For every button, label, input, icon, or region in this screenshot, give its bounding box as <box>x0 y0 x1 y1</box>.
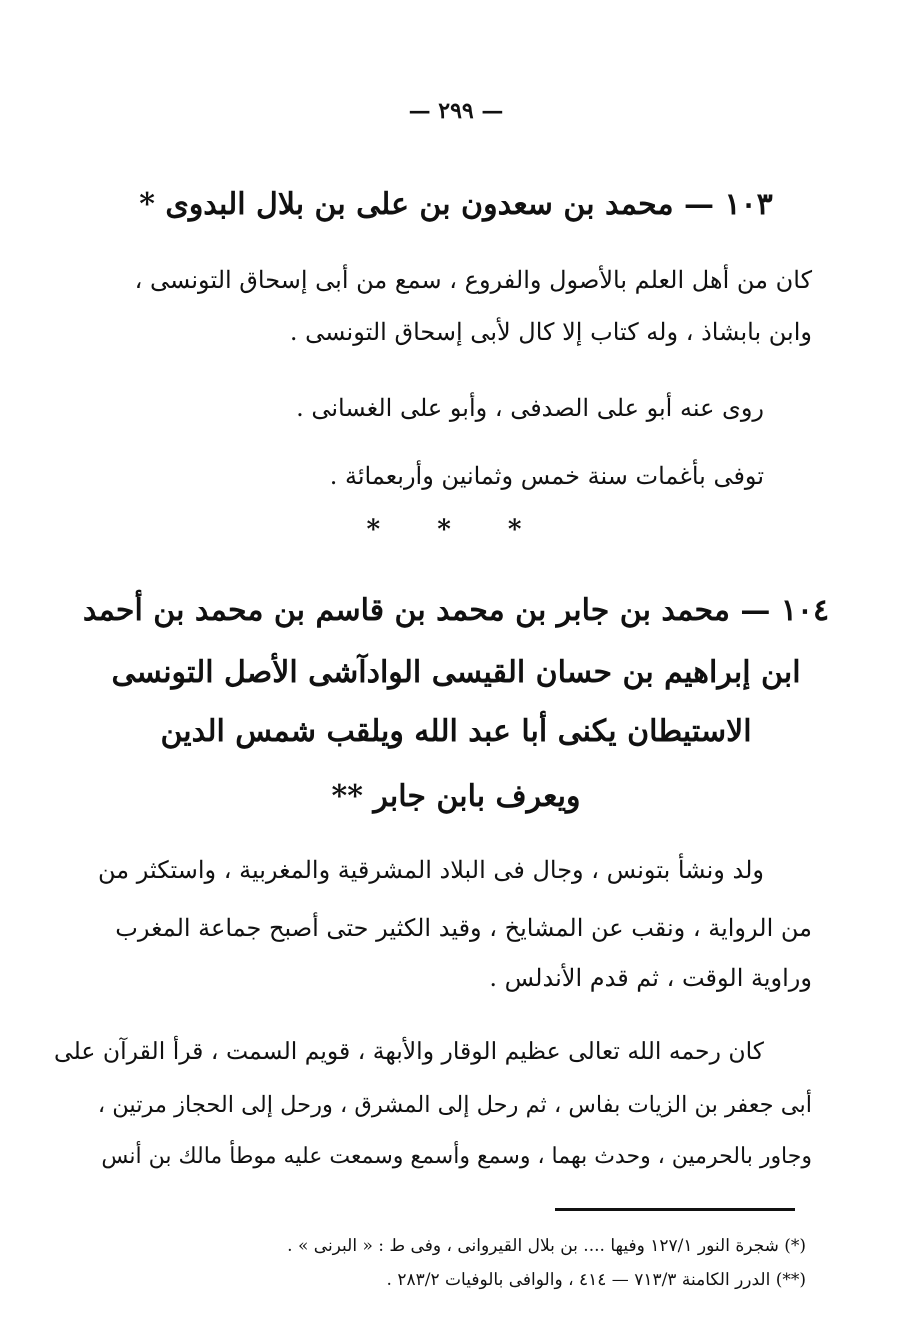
entry-104-heading-line: الاستيطان يكنى أبا عبد الله ويلقب شمس الدين <box>160 714 752 749</box>
entry-104-text-line: وراوية الوقت ، ثم قدم الأندلس . <box>489 964 812 992</box>
entry-104-text-line: كان رحمه الله تعالى عظيم الوقار والأبهة ، قويم السمت ، قرأ القرآن على <box>54 1037 764 1065</box>
entry-103-text-line: وابن بابشاذ ، وله كتاب إلا كال لأبى إسحاق التونسى . <box>289 318 812 346</box>
footnote: (*) شجرة النور ١٢٧/١ وفيها .... بن بلال القيروانى ، وفى ط : « البرنى » . <box>287 1236 806 1256</box>
entry-104-heading-line: ١٠٤ — محمد بن جابر بن محمد بن قاسم بن محمد بن أحمد <box>82 593 830 628</box>
footnote-rule <box>555 1208 795 1211</box>
entry-104-text-line: أبى جعفر بن الزيات بفاس ، ثم رحل إلى المشرق ، ورحل إلى الحجاز مرتين ، <box>97 1092 812 1118</box>
entry-104-heading-line: ابن إبراهيم بن حسان القيسى الوادآشى الأصل التونسى <box>111 655 801 690</box>
entry-103-text-line: روى عنه أبو على الصدفى ، وأبو على الغسانى . <box>296 394 764 422</box>
entry-103-text-line: توفى بأغمات سنة خمس وثمانين وأربعمائة . <box>329 462 764 490</box>
entry-104-text-line: من الرواية ، ونقب عن المشايخ ، وقيد الكثير حتى أصبح جماعة المغرب <box>115 914 812 942</box>
entry-104-heading-line: ويعرف بابن جابر ** <box>331 779 581 814</box>
entry-104-text-line: ولد ونشأ بتونس ، وجال فى البلاد المشرقية والمغربية ، واستكثر من <box>98 856 764 884</box>
entry-103-text-line: كان من أهل العلم بالأصول والفروع ، سمع من أبى إسحاق التونسى ، <box>134 266 812 294</box>
entry-104-text-line: وجاور بالحرمين ، وحدث بهما ، وسمع وأسمع وسمعت عليه موطأ مالك بن أنس <box>101 1144 812 1169</box>
page-number: — ٢٩٩ — <box>408 98 504 124</box>
footnote: (**) الدرر الكامنة ٧١٣/٣ — ٤١٤ ، والوافى بالوفيات ٢٨٣/٢ . <box>386 1270 806 1290</box>
entry-103-heading: ١٠٣ — محمد بن سعدون بن على بن بلال البدوى * <box>139 187 773 222</box>
section-separator: * * * <box>366 515 546 545</box>
